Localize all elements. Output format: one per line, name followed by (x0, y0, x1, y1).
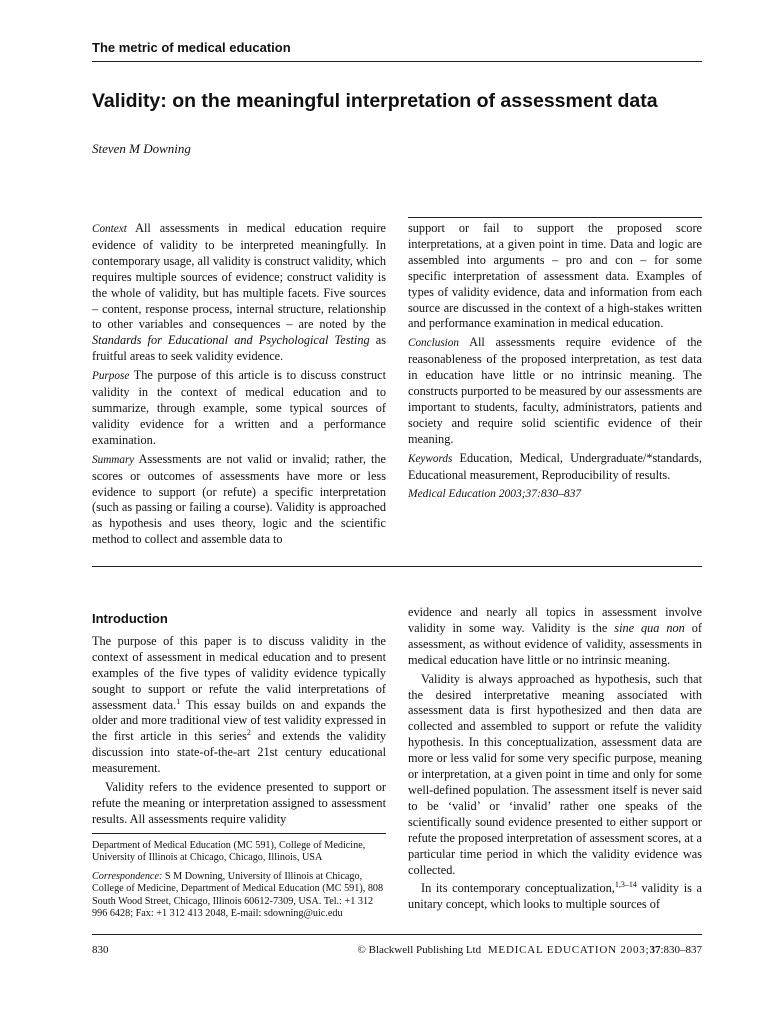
journal-citation: Medical Education 2003;37:830–837 (408, 487, 582, 500)
volume-number: 37 (649, 944, 661, 956)
intro-paragraph-4: In its contemporary conceptualization,$^{1,3-14}$ validity is a unitary concept, which looks to multiple sources of (408, 880, 702, 912)
intro-right-column (408, 605, 702, 916)
abstract-top-rule-right (408, 217, 702, 218)
intro-paragraph-2-continued: evidence and nearly all topics in assessment involve validity in some way. Validity is the sine qua non of assessment, as without evidence of validity, assessments in medical education have little or no intrinsic meaning. (408, 605, 703, 667)
affiliation: Department of Medical Education (MC 591), College of Medicine, University of Illinois at Chicago, Chicago, Illinois, USA (92, 840, 366, 864)
standards-title: Standards for Educational and Psychological Testing (92, 333, 370, 348)
introduction-heading: Introduction (92, 611, 168, 626)
abstract-purpose: Purpose The purpose of this article is to discuss construct validity in the context of medical education and to summarize, through example, some typical sources of validity evidence for a written and a performance examination. (92, 368, 386, 447)
running-title: The metric of medical education (92, 40, 291, 55)
author-name: Steven M Downing (92, 141, 191, 156)
journal-name: MEDICAL EDUCATION 2003; (487, 944, 650, 956)
correspondence: Correspondence: S M Downing, University of Illinois at Chicago, College of Medicine, Department of Medical Education (MC 591), 808 South Wood Street, Chicago, Illinois 60612-7309, USA. Tel.: +1 312 996 6428; Fax: +1 312 413 2048, E-mail: sdowning@uic.edu (92, 870, 384, 920)
abstract-conclusion: Conclusion All assessments require evidence of the reasonableness of the proposed interpretation, as test data in education have little or no intrinsic meaning. The constructs purported to be measured by our assessments are important to students, faculty, administrators, patients and society and require solid scientific evidence of their meaning. (408, 335, 702, 446)
abstract-context: Context All assessments in medical education require evidence of validity to be interpreted meaningfully. In contemporary usage, all validity is construct validity, which requires multiple sources of evidence; construct validity is the whole of validity, but has multiple facets. Five sources – content, response process, internal structure, relationship to other variables and consequences – are noted by the Standards for Educational and Psychological Testing as fruitful areas to seek validity evidence. (92, 221, 387, 364)
publisher-name: © Blackwell Publishing Ltd (357, 944, 482, 956)
abstract-summary-continued: support or fail to support the proposed score interpretations, at a given point in time. Data and logic are assembled into arguments – pro and con – for some specific interpretation of assessment data. Examples of types of validity evidence, data and information from each source are discussed in the context of a high-stakes written and performance examination in medical education. (408, 221, 702, 331)
intro-paragraph-2: Validity refers to the evidence presented to support or refute the meaning or interpretation assigned to assessment results. All assessments require validity (92, 780, 386, 826)
ref-1: 1 (176, 696, 181, 706)
abstract-right-column (408, 221, 702, 505)
ref-3-14: 1,3–14 (614, 880, 637, 890)
abstract-summary: Summary Assessments are not valid or invalid; rather, the scores or outcomes of assessments have more or less evidence to support (or refute) a specific interpretation (such as passing or failing a course). Validity is approached as hypothesis and uses theory, logic and the scientific method to collect and assemble data to (92, 451, 386, 547)
keywords-label: Keywords (408, 452, 453, 465)
purpose-label: Purpose (92, 370, 130, 383)
summary-label: Summary (92, 453, 135, 466)
sine-qua-non: sine qua non (614, 620, 685, 635)
conclusion-label: Conclusion (408, 337, 459, 350)
ref-2: 2 (246, 728, 251, 738)
article-title: Validity: on the meaningful interpretation of assessment data (92, 90, 658, 112)
page-range: :830–837 (660, 944, 702, 956)
page-number: 830 (92, 944, 109, 956)
correspondence-label: Correspondence: (92, 870, 163, 882)
header-rule (92, 61, 702, 62)
abstract-bottom-rule (92, 566, 702, 567)
intro-paragraph-1: The purpose of this paper is to discuss validity in the context of assessment in medical education and to present examples of the five types of validity evidence typically sought to support or refute the valid interpretations of assessment data.$^1$ This essay builds on and expands the older and more traditional view of test validity expressed in the first article in this series$^2$ and extends the validity discussion into state-of-the-art 21st century educational measurement. (92, 633, 386, 776)
footer-publisher (358, 944, 702, 956)
footnote-rule (92, 833, 386, 834)
footnote (92, 840, 386, 926)
footer-rule (92, 934, 702, 935)
abstract-left-column (92, 221, 386, 551)
abstract-keywords: Keywords Education, Medical, Undergraduate/*standards, Educational measurement, Reproducibility of results. (408, 450, 702, 482)
intro-paragraph-3: Validity is always approached as hypothesis, such that the desired interpretative meaning associated with assessment data is first hypothesized and then data are collected and assembled to support or refute the validity hypothesis. In this conceptualization, assessment data are more or less valid for some very specific purpose, meaning or interpretation, at a given point in time and only for some well-defined population. The assessment itself is never said to be ‘valid’ or ‘invalid’ rather one speaks of the scientifically sound evidence presented to either support or refute the proposed interpretation of assessment scores, at a particular time period in which the validity evidence was collected. (408, 671, 702, 877)
intro-left-column (92, 611, 386, 831)
context-label: Context (92, 223, 127, 235)
